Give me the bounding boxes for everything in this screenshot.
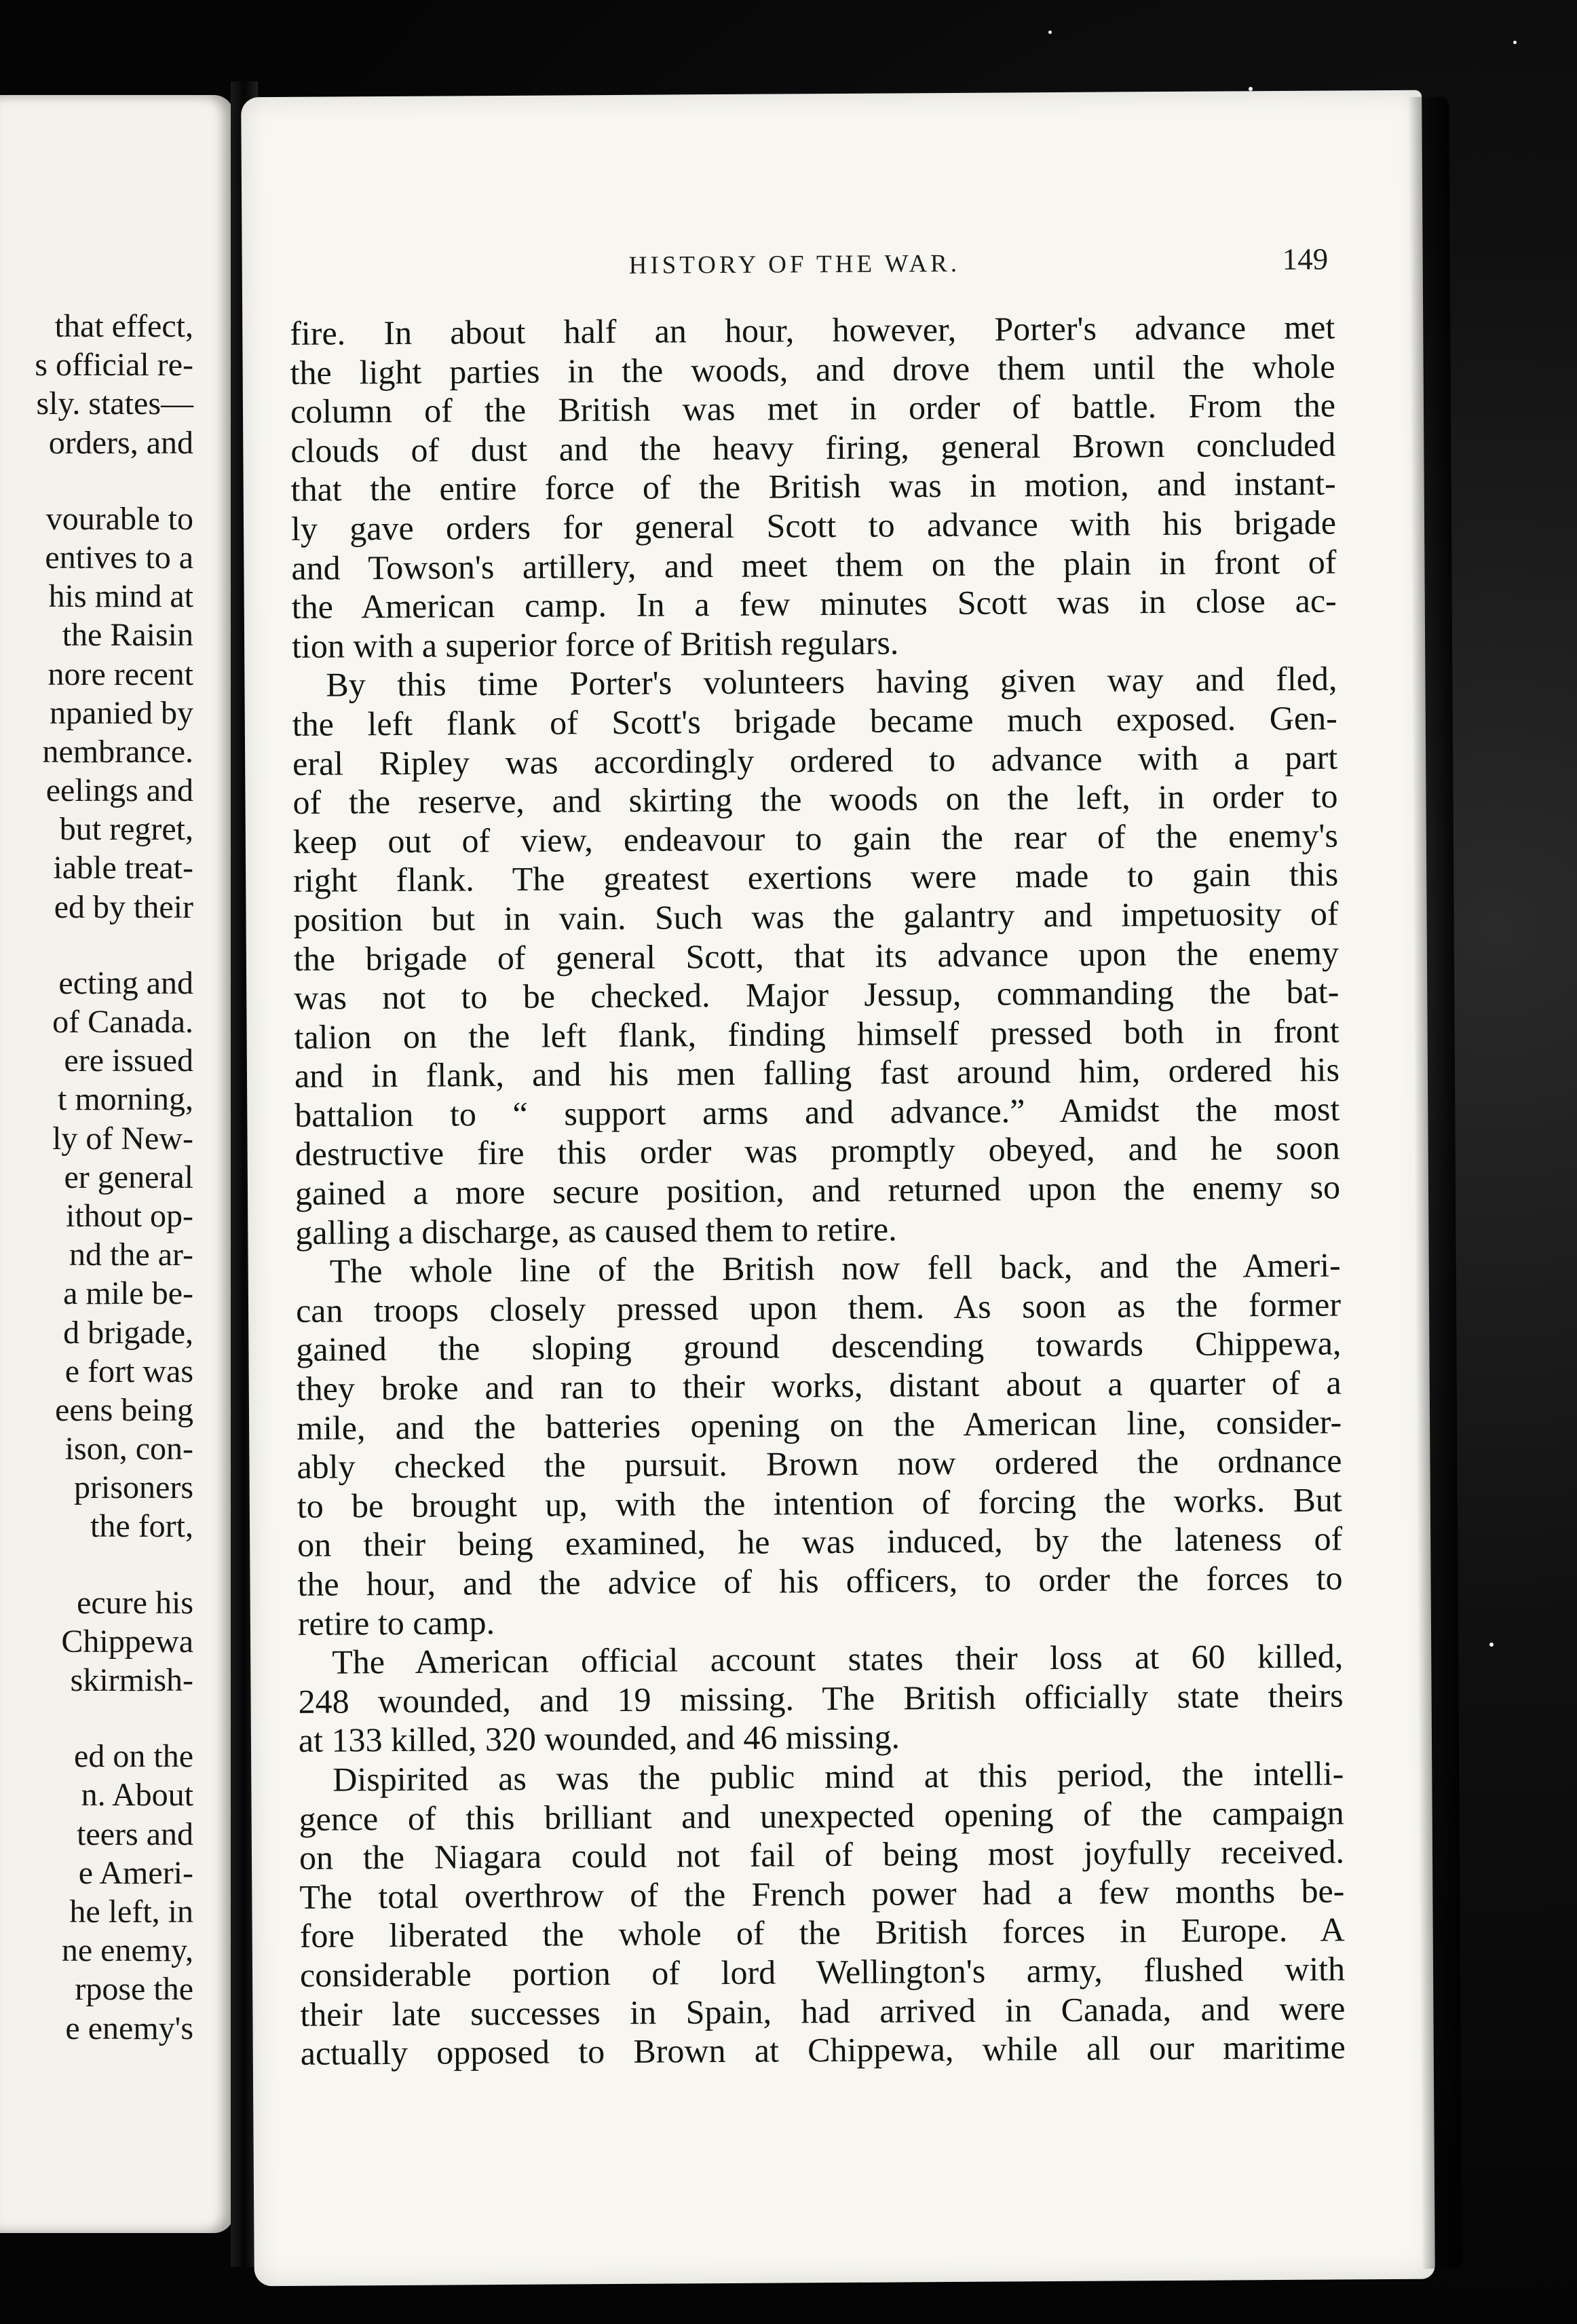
- previous-page-line: Chippewa: [61, 1623, 193, 1660]
- scan-speck: [1513, 41, 1517, 44]
- previous-page-line: ed by their: [54, 888, 193, 925]
- previous-page-line: e Ameri-: [78, 1854, 193, 1891]
- body-line: talion on the left flank, finding himself pressed both in front: [294, 1011, 1340, 1056]
- body-line: mile, and the batteries opening on the American line, consider-: [296, 1402, 1342, 1447]
- body-line: galling a discharge, as caused them to retire.: [295, 1210, 897, 1252]
- body-line: 248 wounded, and 19 missing. The British officially state theirs: [298, 1676, 1344, 1721]
- body-line: fire. In about half an hour, however, Porter's advance met: [290, 307, 1335, 352]
- body-line: considerable portion of lord Wellington's army, flushed with: [299, 1949, 1346, 1994]
- previous-page-line: nd the ar-: [69, 1237, 193, 1273]
- body-line: was not to be checked. Major Jessup, commanding the bat-: [294, 972, 1340, 1017]
- previous-page-line: skirmish-: [70, 1662, 193, 1698]
- body-line: fore liberated the whole of the British forces in Europe. A: [299, 1910, 1345, 1955]
- body-line: keep out of view, endeavour to gain the rear of the enemy's: [292, 816, 1339, 861]
- body-line: tion with a superior force of British regulars.: [291, 623, 899, 665]
- paragraph-gap: [0, 926, 193, 964]
- previous-page-line: t morning,: [58, 1081, 193, 1118]
- body-line: position but in vain. Such was the galantry and impetuosity of: [293, 894, 1339, 939]
- previous-page-line: ithout op-: [66, 1197, 193, 1234]
- body-text: [290, 308, 1346, 2074]
- previous-page-line: of Canada.: [52, 1004, 193, 1040]
- body-line: on the Niagara could not fail of being most joyfully received.: [299, 1832, 1345, 1877]
- body-line: ly gave orders for general Scott to advance with his brigade: [290, 503, 1337, 548]
- body-line: battalion to “ support arms and advance.” Amidst the most: [294, 1089, 1340, 1134]
- body-line: gained the sloping ground descending towards Chippewa,: [296, 1324, 1342, 1369]
- previous-page-line: the fort,: [90, 1508, 193, 1545]
- previous-page-strip: [0, 95, 234, 2233]
- previous-page-line: s official re-: [35, 347, 193, 383]
- previous-page-line: orders, and: [48, 424, 193, 461]
- page-number: 149: [1282, 242, 1329, 276]
- previous-page-line: er general: [64, 1159, 193, 1195]
- previous-page-line: iable treat-: [53, 850, 193, 886]
- previous-page-line: vourable to: [45, 500, 193, 537]
- body-line: the American camp. In a few minutes Scott was in close ac-: [291, 581, 1337, 626]
- scan-speck: [1249, 87, 1253, 91]
- paragraph-gap: [0, 1700, 193, 1737]
- previous-page-line: ecure his: [77, 1584, 193, 1621]
- previous-page-line: that effect,: [54, 308, 193, 344]
- body-line: the brigade of general Scott, that its advance upon the enemy: [293, 933, 1340, 978]
- body-line: right flank. The greatest exertions were made to gain this: [293, 855, 1339, 900]
- body-line: at 133 killed, 320 wounded, and 46 missing.: [298, 1717, 900, 1760]
- body-line: on their being examined, he was induced, by the lateness of: [297, 1519, 1343, 1564]
- previous-page-line: nore recent: [48, 656, 193, 692]
- previous-page-line: he left, in: [69, 1893, 193, 1930]
- scan-speck: [1048, 31, 1052, 34]
- body-line: the hour, and the advice of his officers, to order the forces to: [297, 1558, 1343, 1603]
- previous-page-line: e fort was: [64, 1353, 193, 1389]
- body-line: ably checked the pursuit. Brown now ordered the ordnance: [297, 1441, 1342, 1486]
- previous-page-line: teers and: [77, 1816, 193, 1852]
- body-line: Dispirited as was the public mind at this period, the intelli-: [332, 1754, 1344, 1799]
- body-line: The American official account states their loss at 60 killed,: [332, 1636, 1344, 1681]
- previous-page-line: eelings and: [45, 772, 193, 809]
- body-line: clouds of dust and the heavy firing, general Brown concluded: [290, 425, 1336, 470]
- body-line: of the reserve, and skirting the woods on the left, in order to: [292, 776, 1338, 822]
- body-line: retire to camp.: [297, 1603, 495, 1643]
- previous-page-line: ison, con-: [64, 1431, 193, 1467]
- previous-page-line: ly of New-: [52, 1120, 193, 1157]
- body-line: gence of this brilliant and unexpected opening of the campaign: [299, 1793, 1344, 1838]
- previous-page-line: ne enemy,: [61, 1932, 193, 1969]
- body-line: and in flank, and his men falling fast around him, ordered his: [294, 1050, 1340, 1095]
- paragraph-gap: [0, 462, 193, 500]
- previous-page-line: but regret,: [59, 811, 193, 848]
- running-head: [242, 242, 1423, 295]
- previous-page-line: ed on the: [74, 1738, 193, 1775]
- previous-page-line: sly. states—: [36, 386, 193, 422]
- previous-page-line: ere issued: [64, 1043, 193, 1079]
- previous-page-line: ecting and: [58, 964, 193, 1001]
- previous-page-line: n. About: [81, 1777, 193, 1814]
- previous-page-line: rpose the: [75, 1971, 193, 2008]
- body-line: The total overthrow of the French power had a few months be-: [299, 1871, 1345, 1916]
- previous-page-line: prisoners: [74, 1469, 193, 1506]
- previous-page-line: e enemy's: [65, 2010, 193, 2046]
- body-line: the left flank of Scott's brigade became much exposed. Gen-: [292, 698, 1337, 743]
- previous-page-text: [0, 307, 193, 2048]
- body-line: they broke and ran to their works, distant about a quarter of a: [296, 1363, 1342, 1408]
- previous-page-line: nembrance.: [42, 733, 193, 770]
- body-line: the light parties in the woods, and drove them until the whole: [290, 347, 1335, 392]
- body-line: actually opposed to Brown at Chippewa, while all our maritime: [300, 2027, 1346, 2072]
- book-page: [241, 90, 1435, 2287]
- body-line: their late successes in Spain, had arrived in Canada, and were: [300, 1988, 1346, 2034]
- body-line: destructive fire this order was promptly obeyed, and he soon: [294, 1128, 1340, 1174]
- previous-page-line: npanied by: [50, 694, 193, 731]
- previous-page-line: entives to a: [45, 539, 193, 576]
- body-line: can troops closely pressed upon them. As soon as the former: [295, 1285, 1342, 1330]
- body-line: and Towson's artillery, and meet them on the plain in front of: [291, 542, 1337, 587]
- scan-speck: [1489, 1643, 1494, 1647]
- body-line: column of the British was met in order of battle. From the: [290, 386, 1336, 431]
- paragraph-gap: [0, 1546, 193, 1583]
- body-line: that the entire force of the British was in motion, and instant-: [290, 464, 1336, 509]
- previous-page-line: d brigade,: [63, 1314, 193, 1351]
- body-line: eral Ripley was accordingly ordered to advance with a part: [292, 738, 1338, 783]
- previous-page-line: a mile be-: [63, 1275, 193, 1312]
- running-head-title: HISTORY OF THE WAR.: [628, 249, 961, 280]
- previous-page-line: eens being: [55, 1391, 193, 1428]
- body-line: By this time Porter's volunteers having given way and fled,: [326, 659, 1337, 704]
- body-line: The whole line of the British now fell back, and the Ameri-: [329, 1245, 1341, 1290]
- previous-page-line: the Raisin: [62, 617, 193, 654]
- body-line: to be brought up, with the intention of forcing the works. But: [297, 1480, 1342, 1525]
- previous-page-line: his mind at: [48, 578, 193, 615]
- body-line: gained a more secure position, and returned upon the enemy so: [294, 1167, 1341, 1212]
